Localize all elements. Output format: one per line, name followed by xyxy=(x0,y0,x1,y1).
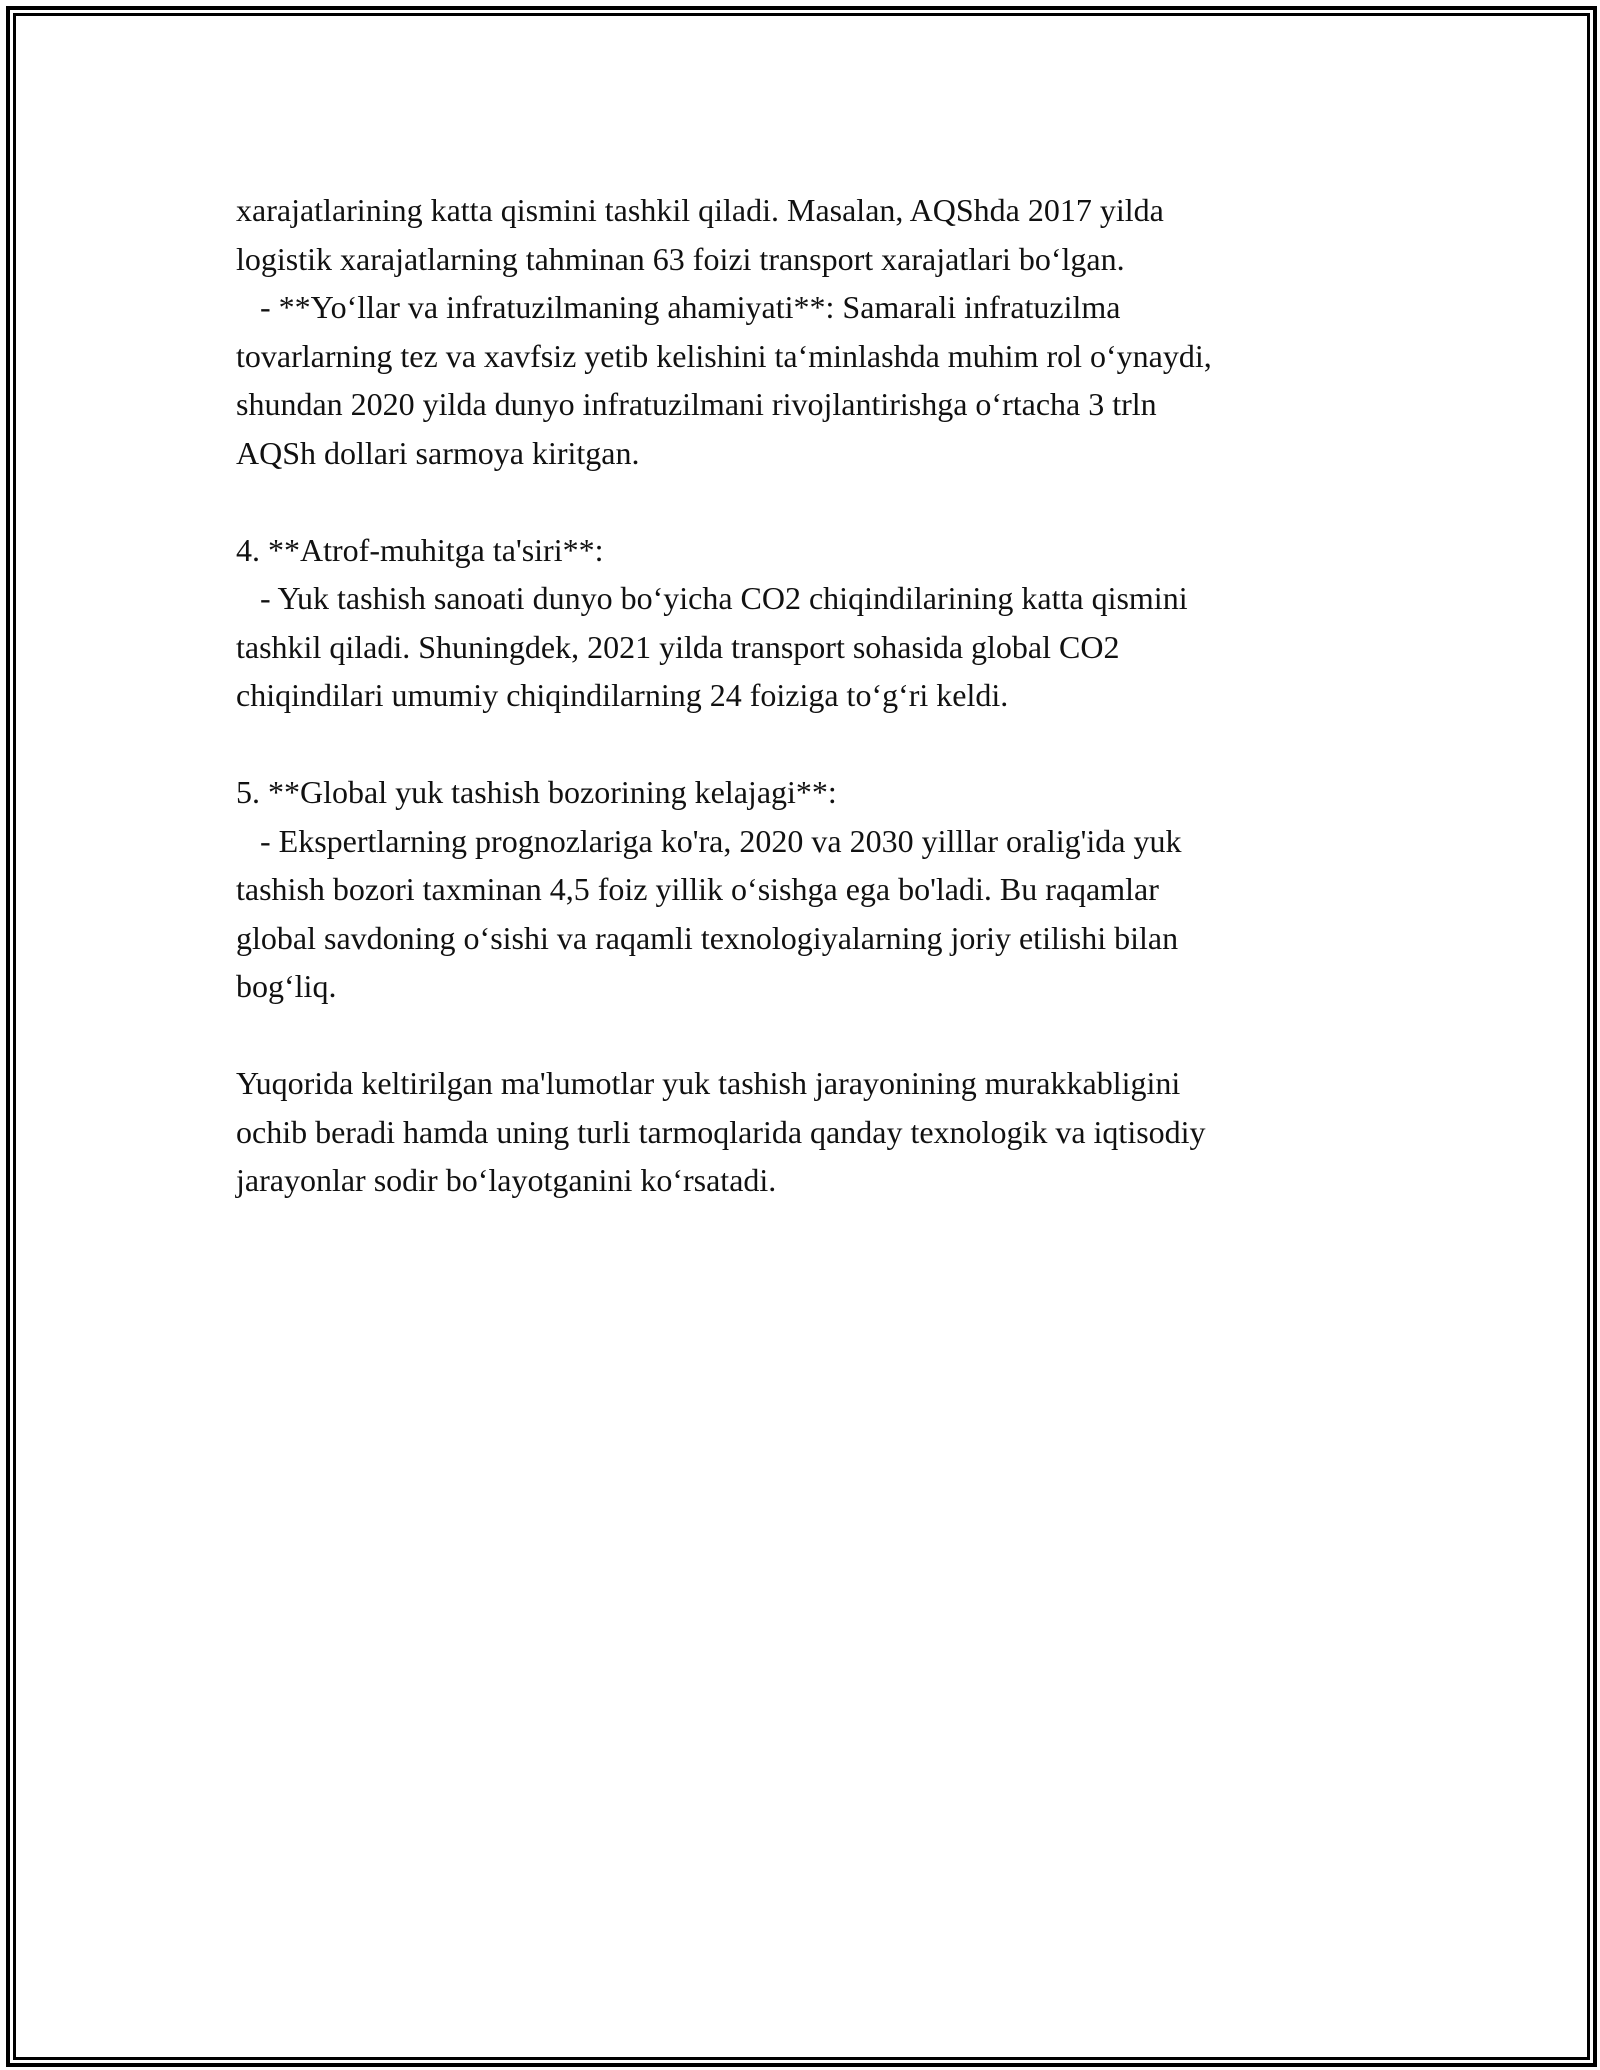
document-body xyxy=(236,186,1366,1205)
text-line: xarajatlarining katta qismini tashkil qiladi. Masalan, AQShda 2017 yilda xyxy=(236,192,1164,228)
text-line: - Yuk tashish sanoati dunyo bo‘yicha CO2 chiqindilarining katta qismini xyxy=(236,580,1188,616)
text-line: AQSh dollari sarmoya kiritgan. xyxy=(236,434,640,471)
text-line: tashish bozori taxminan 4,5 foiz yillik o‘sishga ega bo'ladi. Bu raqamlar xyxy=(236,871,1159,907)
paragraph-gap xyxy=(236,1011,1366,1060)
text-line: - Ekspertlarning prognozlariga ko'ra, 2020 va 2030 yilllar oralig'ida yuk xyxy=(236,822,1182,859)
text-line: tashkil qiladi. Shuningdek, 2021 yilda transport sohasida global CO2 xyxy=(236,628,1120,665)
section-heading: 5. **Global yuk tashish bozorining kelajagi**: xyxy=(236,774,837,810)
paragraph-gap xyxy=(236,477,1366,526)
text-line: tovarlarning tez va xavfsiz yetib kelishini ta‘minlashda muhim rol o‘ynaydi, xyxy=(236,337,1212,374)
text-line: shundan 2020 yilda dunyo infratuzilmani rivojlantirishga o‘rtacha 3 trln xyxy=(236,386,1157,422)
text-line: chiqindilari umumiy chiqindilarning 24 foiziga to‘g‘ri keldi. xyxy=(236,677,1009,713)
text-line: global savdoning o‘sishi va raqamli texnologiyalarning joriy etilishi bilan xyxy=(236,919,1179,956)
text-line: logistik xarajatlarning tahminan 63 foizi transport xarajatlari bo‘lgan. xyxy=(236,240,1125,277)
text-line: bog‘liq. xyxy=(236,968,337,1004)
text-line: ochib beradi hamda uning turli tarmoqlarida qanday texnologik va iqtisodiy xyxy=(236,1113,1206,1150)
text-line: Yuqorida keltirilgan ma'lumotlar yuk tashish jarayonining murakkabligini xyxy=(236,1065,1181,1101)
text-line: - **Yo‘llar va infratuzilmaning ahamiyati**: Samarali infratuzilma xyxy=(236,289,1121,325)
paragraph-gap xyxy=(236,720,1366,769)
section-heading: 4. **Atrof-muhitga ta'siri**: xyxy=(236,531,604,568)
text-line: jarayonlar sodir bo‘layotganini ko‘rsatadi. xyxy=(236,1162,777,1198)
